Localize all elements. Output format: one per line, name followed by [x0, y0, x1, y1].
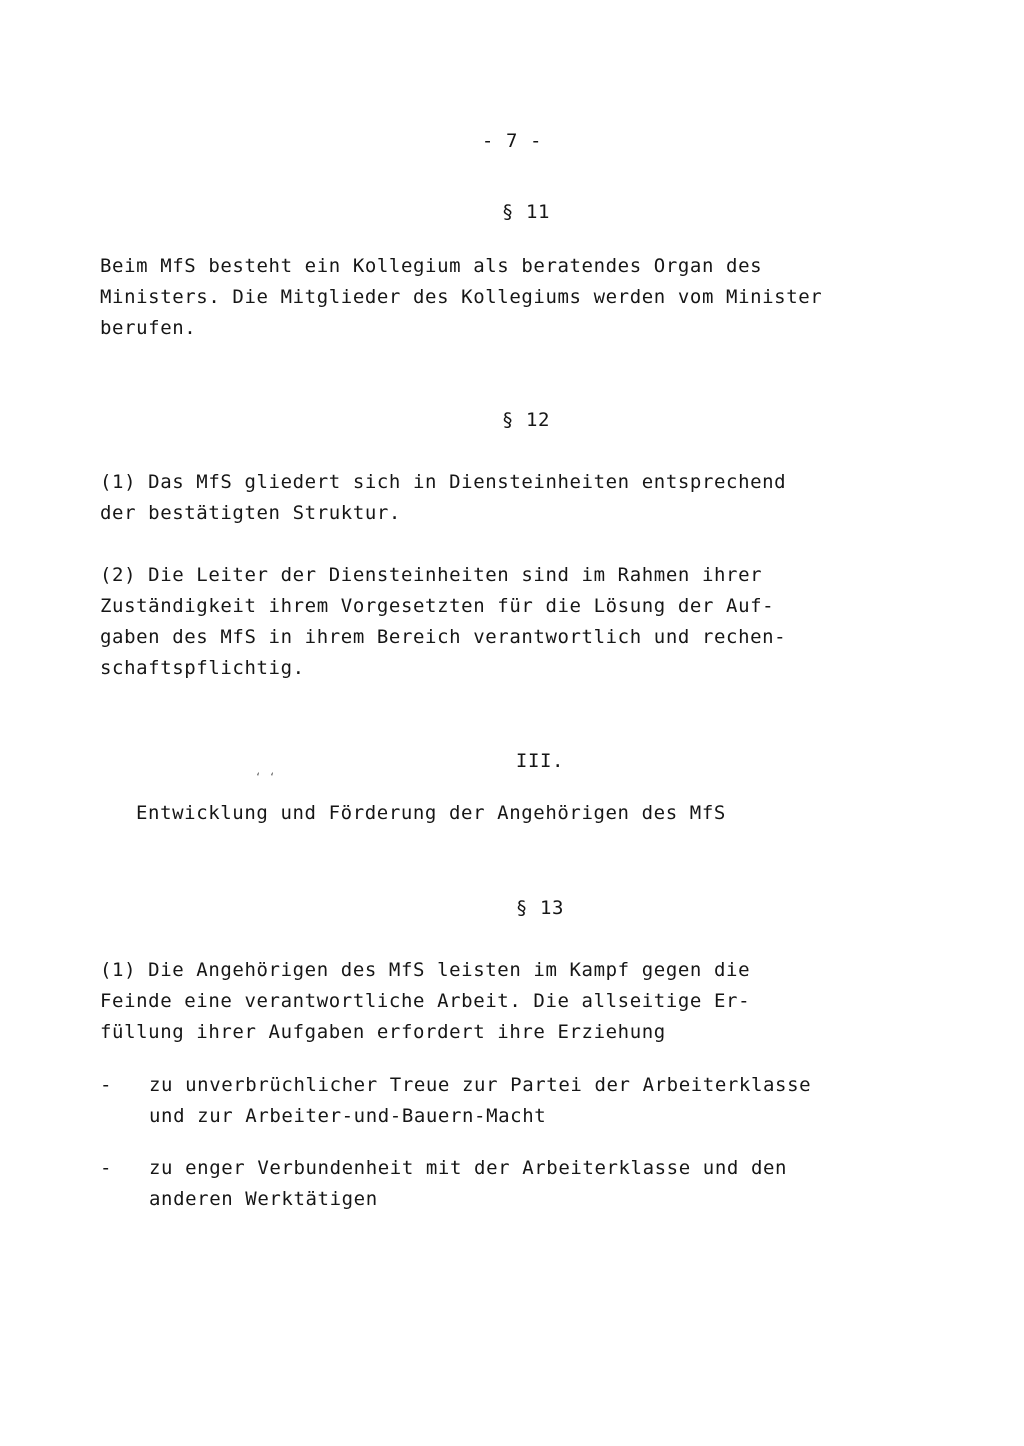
bullet-1-line-2: und zur Arbeiter-und-Bauern-Macht: [149, 1105, 547, 1127]
section-11-heading: § 11: [501, 201, 551, 223]
section-12-p2-line-1: (2) Die Leiter der Diensteinheiten sind im Rahmen ihrer: [100, 564, 763, 586]
section-11-line-1: Beim MfS besteht ein Kollegium als beratendes Organ des: [100, 255, 763, 277]
section-12-p2-line-4: schaftspflichtig.: [100, 657, 305, 679]
chapter-title: Entwicklung und Förderung der Angehörigen des MfS: [136, 802, 726, 824]
bullet-2-line-2: anderen Werktätigen: [149, 1188, 378, 1210]
chapter-numeral: III.: [515, 750, 565, 772]
bullet-1-line-1: zu unverbrüchlicher Treue zur Partei der Arbeiterklasse: [149, 1074, 812, 1096]
section-12-heading: § 12: [501, 409, 551, 431]
section-12-p1-line-1: (1) Das MfS gliedert sich in Diensteinheiten entsprechend: [100, 471, 787, 493]
section-13-p1-line-2: Feinde eine verantwortliche Arbeit. Die allseitige Er-: [100, 990, 751, 1012]
bullet-dash-2: -: [100, 1157, 113, 1179]
bullet-dash-1: -: [100, 1074, 113, 1096]
section-13-p1-line-3: füllung ihrer Aufgaben erfordert ihre Erziehung: [100, 1021, 666, 1043]
section-11-line-3: berufen.: [100, 317, 197, 339]
section-11-line-2: Ministers. Die Mitglieder des Kollegiums werden vom Minister: [100, 286, 823, 308]
stray-mark: ‘ ‘: [255, 772, 277, 783]
section-13-heading: § 13: [515, 897, 565, 919]
section-12-p2-line-3: gaben des MfS in ihrem Bereich verantwortlich und rechen-: [100, 626, 787, 648]
section-12-p2-line-2: Zuständigkeit ihrem Vorgesetzten für die Lösung der Auf-: [100, 595, 775, 617]
bullet-2-line-1: zu enger Verbundenheit mit der Arbeiterklasse und den: [149, 1157, 788, 1179]
section-12-p1-line-2: der bestätigten Struktur.: [100, 502, 401, 524]
page-number: - 7 -: [481, 130, 543, 152]
section-13-p1-line-1: (1) Die Angehörigen des MfS leisten im Kampf gegen die: [100, 959, 751, 981]
